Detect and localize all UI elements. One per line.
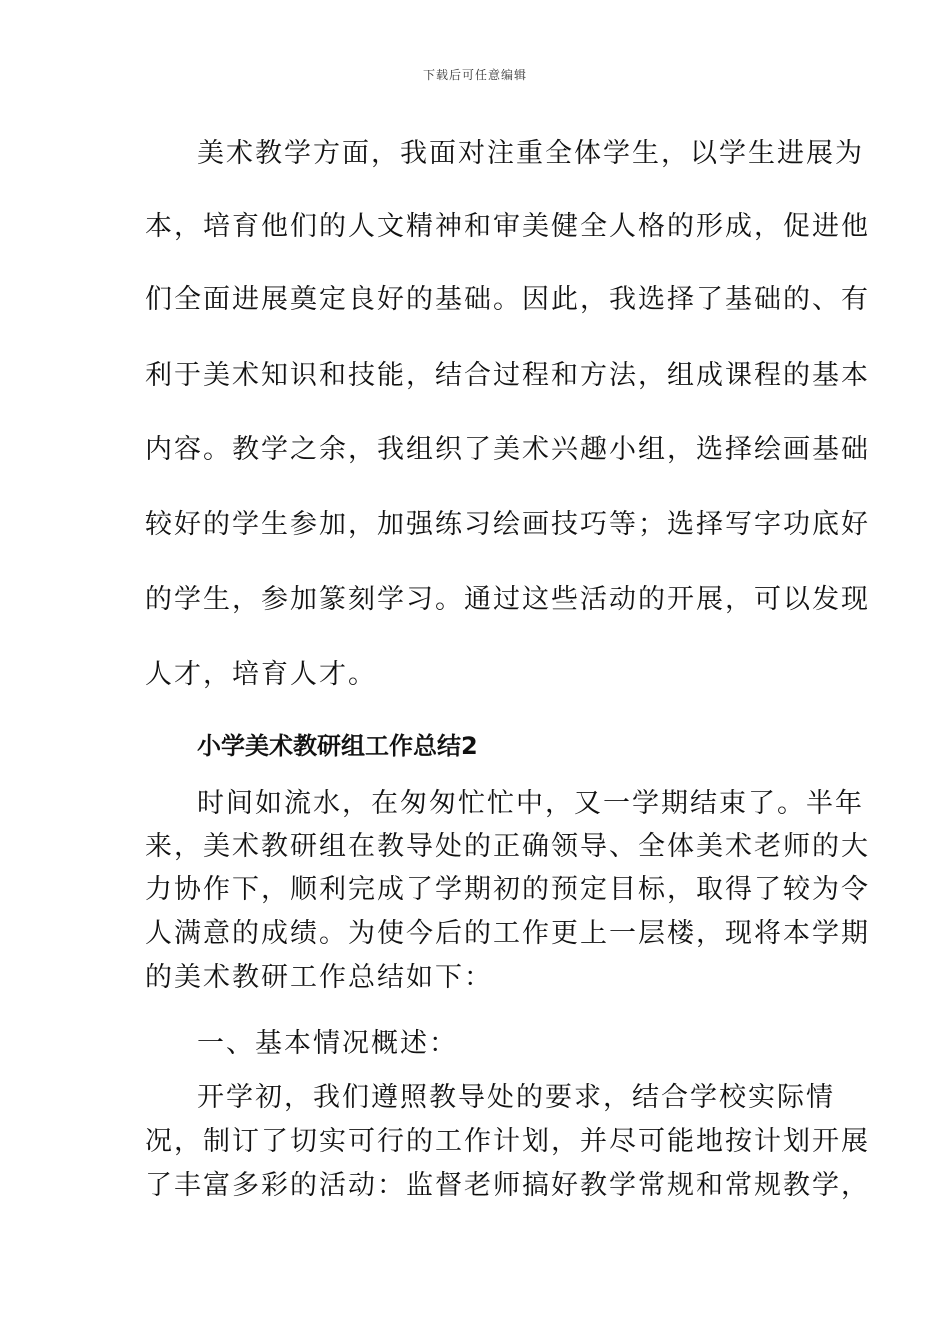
paragraph-1-line-8: 人才，培育人才。 — [145, 659, 377, 690]
paragraph-3-line-3: 了丰富多彩的活动：监督老师搞好教学常规和常规教学， — [145, 1170, 870, 1201]
section-title: 小学美术教研组工作总结2 — [197, 732, 478, 760]
paragraph-1-line-7: 的学生，参加篆刻学习。通过这些活动的开展，可以发现 — [145, 584, 870, 615]
paragraph-1-line-1: 美术教学方面，我面对注重全体学生，以学生进展为 — [197, 138, 864, 169]
paragraph-3-line-1: 开学初，我们遵照教导处的要求，结合学校实际情 — [197, 1082, 835, 1113]
subsection-title: 一、基本情况概述： — [197, 1028, 458, 1059]
paragraph-2-line-4: 人满意的成绩。为使今后的工作更上一层楼，现将本学期 — [145, 918, 870, 949]
paragraph-1-line-2: 本，培育他们的人文精神和审美健全人格的形成，促进他 — [145, 211, 870, 242]
paragraph-1-line-4: 利于美术知识和技能，结合过程和方法，组成课程的基本 — [145, 360, 870, 391]
paragraph-2-line-2: 来，美术教研组在教导处的正确领导、全体美术老师的大 — [145, 831, 870, 862]
paragraph-1-line-5: 内容。教学之余，我组织了美术兴趣小组，选择绘画基础 — [145, 434, 870, 465]
paragraph-2-line-5: 的美术教研工作总结如下： — [145, 962, 493, 993]
paragraph-2-line-3: 力协作下，顺利完成了学期初的预定目标，取得了较为令 — [145, 874, 870, 905]
paragraph-1-line-3: 们全面进展奠定良好的基础。因此，我选择了基础的、有 — [145, 284, 870, 315]
paragraph-3-line-2: 况，制订了切实可行的工作计划，并尽可能地按计划开展 — [145, 1126, 870, 1157]
page-header-note: 下载后可任意编辑 — [422, 68, 527, 82]
paragraph-2-line-1: 时间如流水，在匆匆忙忙中，又一学期结束了。半年 — [197, 788, 864, 819]
paragraph-1-line-6: 较好的学生参加，加强练习绘画技巧等；选择写字功底好 — [145, 509, 870, 540]
